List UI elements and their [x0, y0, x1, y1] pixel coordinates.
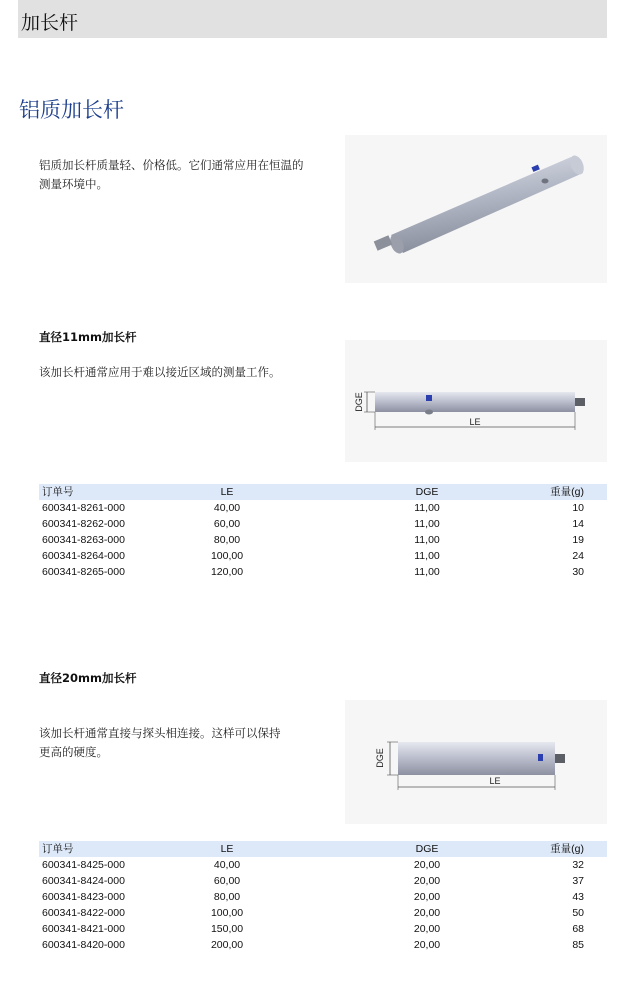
thread-stud: [374, 235, 393, 250]
cell-order: 600341-8421-000: [42, 923, 125, 935]
cell-order: 600341-8263-000: [42, 534, 125, 546]
rod-body: [391, 157, 583, 253]
section-heading-11mm: 直径11mm加长杆: [39, 330, 137, 344]
le-label: LE: [469, 417, 481, 427]
cell-dge: 20,00: [413, 859, 441, 871]
20mm-spec-table: [39, 841, 607, 953]
cell-dge: 20,00: [413, 875, 441, 887]
col-header-order: 订单号: [42, 486, 74, 498]
11mm-diagram: [345, 340, 607, 462]
11mm-description: 该加长杆通常应用于难以接近区域的测量工作。: [39, 365, 281, 379]
dge-label: DGE: [354, 392, 364, 412]
cell-dge: 11,00: [414, 566, 440, 578]
cell-dge: 11,00: [414, 518, 440, 530]
cell-order: 600341-8420-000: [42, 939, 125, 951]
col-header-order: 订单号: [42, 843, 74, 855]
cell-dge: 11,00: [414, 550, 440, 562]
cell-le: 40,00: [213, 859, 241, 871]
cell-le: 100,00: [210, 550, 244, 562]
cell-weight: 19: [572, 534, 584, 546]
cell-le: 80,00: [213, 891, 241, 903]
cell-order: 600341-8424-000: [42, 875, 125, 887]
cell-order: 600341-8262-000: [42, 518, 125, 530]
20mm-description-line1: 该加长杆通常直接与探头相连接。这样可以保持: [39, 726, 281, 740]
cell-le: 100,00: [210, 907, 244, 919]
le-label: LE: [489, 776, 501, 786]
cell-weight: 68: [572, 923, 584, 935]
extension-rod-illustration: [345, 135, 607, 283]
col-header-le: LE: [220, 486, 234, 498]
cell-dge: 11,00: [414, 502, 440, 514]
cell-order: 600341-8264-000: [42, 550, 125, 562]
table-row: [39, 516, 607, 532]
cell-le: 40,00: [213, 502, 241, 514]
cell-order: 600341-8425-000: [42, 859, 125, 871]
cell-dge: 20,00: [413, 907, 441, 919]
col-header-dge: DGE: [415, 486, 439, 498]
cell-weight: 30: [572, 566, 584, 578]
col-header-dge: DGE: [415, 843, 439, 855]
table-header-row: [39, 841, 607, 857]
cell-dge: 20,00: [413, 939, 441, 951]
col-header-weight: 重量(g): [550, 486, 584, 498]
rod-body-11mm: [375, 392, 575, 412]
col-header-le: LE: [220, 843, 234, 855]
table-row: [39, 500, 607, 516]
cell-order: 600341-8265-000: [42, 566, 125, 578]
aluminum-description: [39, 156, 304, 194]
cell-dge: 20,00: [413, 923, 441, 935]
cell-order: 600341-8423-000: [42, 891, 125, 903]
cell-weight: 32: [572, 859, 584, 871]
brand-badge-11mm: [426, 395, 432, 401]
side-hole: [542, 179, 549, 184]
cell-order: 600341-8261-000: [42, 502, 125, 514]
table-row: [39, 532, 607, 548]
table-row: [39, 873, 607, 889]
rod-body-20mm: [398, 742, 555, 775]
cell-weight: 24: [572, 550, 584, 562]
20mm-dimension-drawing: [345, 700, 607, 824]
20mm-description-line2: 更高的硬度。: [39, 745, 108, 759]
brand-badge: [531, 165, 539, 172]
aluminum-description-line1: 铝质加长杆质量轻、价格低。它们通常应用在恒温的: [39, 158, 304, 172]
cell-weight: 14: [572, 518, 584, 530]
table-row: [39, 921, 607, 937]
cell-weight: 85: [572, 939, 584, 951]
11mm-dimension-drawing: [345, 340, 607, 462]
thread-20mm: [555, 754, 565, 763]
cell-le: 60,00: [213, 518, 241, 530]
section-heading-aluminum: 铝质加长杆: [19, 98, 124, 122]
cell-weight: 10: [572, 502, 584, 514]
aluminum-description-line2: 测量环境中。: [39, 177, 108, 191]
col-header-weight: 重量(g): [550, 843, 584, 855]
cell-le: 200,00: [210, 939, 244, 951]
cell-dge: 11,00: [414, 534, 440, 546]
table-header-row: [39, 484, 607, 500]
cell-le: 60,00: [213, 875, 241, 887]
aluminum-extension-image: [345, 135, 607, 283]
side-hole-11mm: [425, 410, 433, 415]
cell-weight: 50: [572, 907, 584, 919]
cell-weight: 37: [572, 875, 584, 887]
table-row: [39, 548, 607, 564]
brand-badge-20mm: [538, 754, 543, 761]
cell-le: 150,00: [210, 923, 244, 935]
20mm-diagram: [345, 700, 607, 824]
table-row: [39, 857, 607, 873]
table-row: [39, 564, 607, 580]
cell-le: 80,00: [213, 534, 241, 546]
cell-order: 600341-8422-000: [42, 907, 125, 919]
dge-label: DGE: [375, 748, 385, 768]
table-row: [39, 905, 607, 921]
table-row: [39, 889, 607, 905]
table-row: [39, 937, 607, 953]
page-title: 加长杆: [21, 12, 79, 34]
cell-weight: 43: [572, 891, 584, 903]
section-heading-20mm: 直径20mm加长杆: [39, 671, 137, 685]
page-header-bar: [18, 0, 607, 38]
thread-11mm: [575, 398, 585, 406]
cell-dge: 20,00: [413, 891, 441, 903]
11mm-spec-table: [39, 484, 607, 580]
20mm-description: [39, 724, 281, 762]
cell-le: 120,00: [210, 566, 244, 578]
